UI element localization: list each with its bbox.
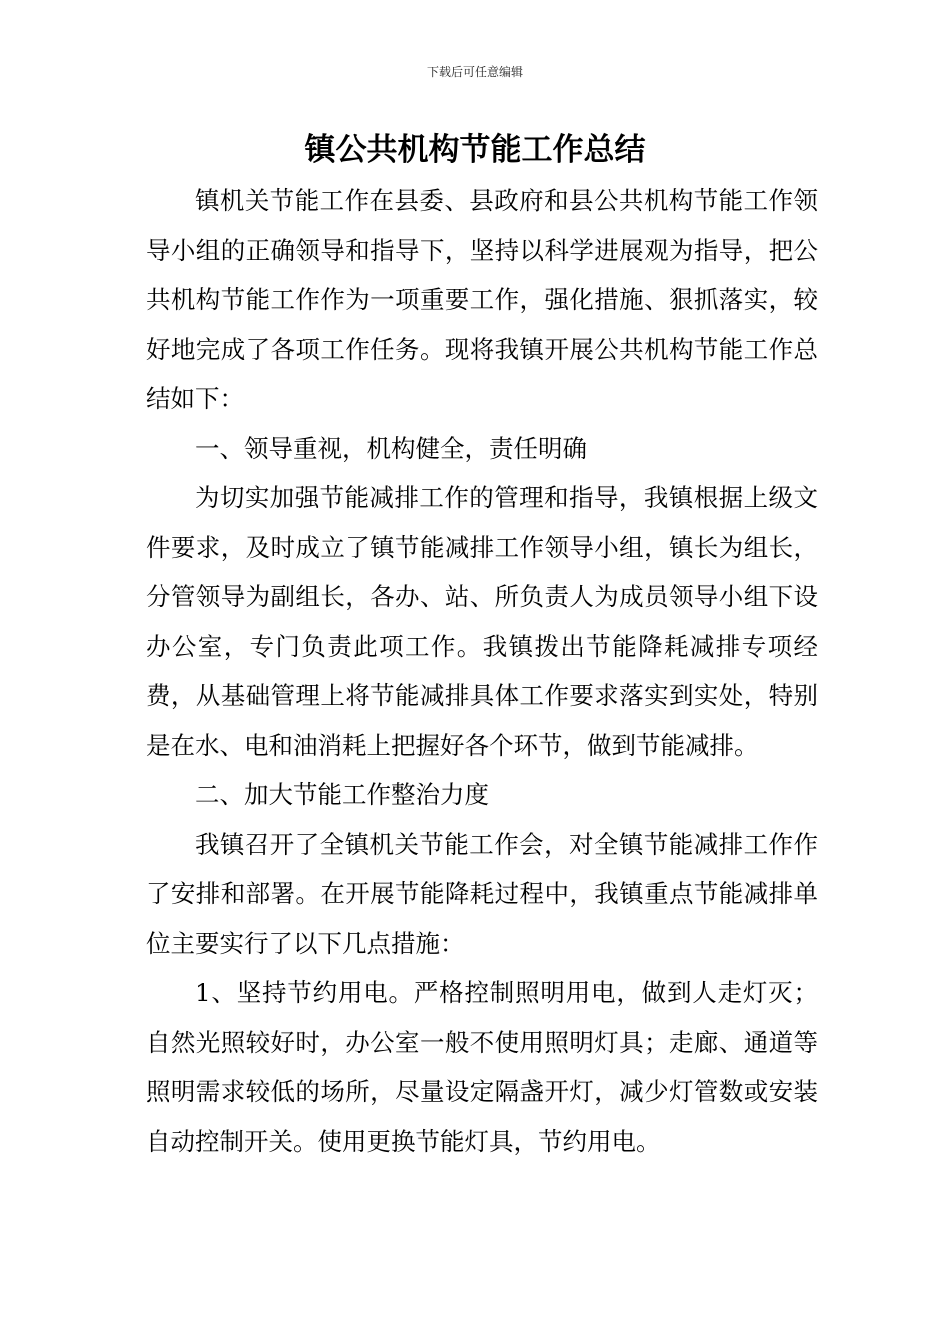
- section-1-heading: 一、领导重视，机构健全，责任明确: [195, 433, 587, 463]
- section-2-paragraph: 我镇召开了全镇机关节能工作会，对全镇节能减排工作作了安排和部署。在开展节能降耗过程中，我镇重点节能减排单位主要实行了以下几点措施：: [146, 829, 818, 958]
- document-title: 镇公共机构节能工作总结: [304, 132, 646, 168]
- document-body: [146, 176, 818, 1166]
- header-note: 下载后可任意编辑: [426, 65, 523, 79]
- section-1-paragraph: 为切实加强节能减排工作的管理和指导，我镇根据上级文件要求，及时成立了镇节能减排工作领导小组，镇长为组长，分管领导为副组长，各办、站、所负责人为成员领导小组下设办公室，专门负责此项工作。我镇拨出节能降耗减排专项经费，从基础管理上将节能减排具体工作要求落实到实处，特别是在水、电和油消耗上把握好各个环节，做到节能减排。: [146, 483, 818, 760]
- measure-1-paragraph: 1、坚持节约用电。严格控制照明用电，做到人走灯灭；自然光照较好时，办公室一般不使用照明灯具；走廊、通道等照明需求较低的场所，尽量设定隔盏开灯，减少灯管数或安装自动控制开关。使用更换节能灯具，节约用电。: [146, 978, 818, 1156]
- intro-paragraph: 镇机关节能工作在县委、县政府和县公共机构节能工作领导小组的正确领导和指导下，坚持以科学进展观为指导，把公共机构节能工作作为一项重要工作，强化措施、狠抓落实，较好地完成了各项工作任务。现将我镇开展公共机构节能工作总结如下：: [146, 186, 818, 413]
- section-2-heading: 二、加大节能工作整治力度: [195, 780, 489, 809]
